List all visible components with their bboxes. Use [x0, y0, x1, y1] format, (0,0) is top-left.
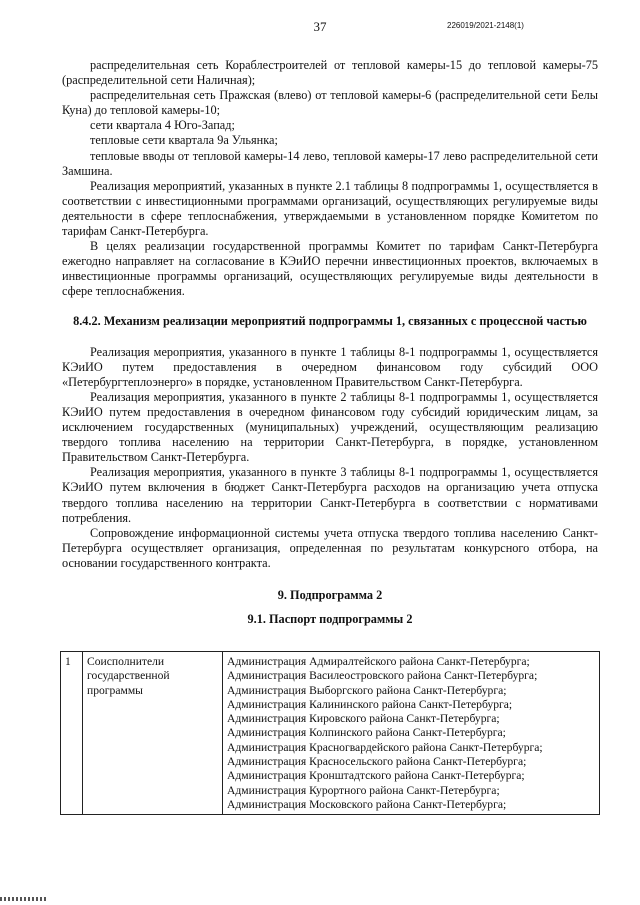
- network-item: тепловые сети квартала 9а Ульянка;: [90, 133, 278, 148]
- co-executors-cell: [223, 652, 600, 815]
- list-item: Администрация Курортного района Санкт-Петербурга;: [227, 783, 500, 797]
- paragraph: Реализация мероприятия, указанного в пункте 3 таблицы 8-1 подпрограммы 1, осуществляется КЭиИО путем включения в бюджет Санкт-Петербурга расходов на организацию учета отпуска твердого топлива населению на территории Санкт-Петербурга в соответствии с нормативами потребления.: [62, 465, 598, 525]
- paragraph: Реализация мероприятия, указанного в пункте 1 таблицы 8-1 подпрограммы 1, осуществляется КЭиИО путем предоставления в очередном финансовом году субсидий ООО «Петербургтеплоэнерго» в порядке, установленном Правительством Санкт-Петербурга.: [62, 344, 598, 389]
- list-item: Администрация Красногвардейского района Санкт-Петербурга;: [227, 740, 543, 754]
- paragraph: Реализация мероприятия, указанного в пункте 2 таблицы 8-1 подпрограммы 1, осуществляется КЭиИО путем предоставления в очередном финансовом году субсидий юридическим лицам, за исключением государственных (муниципальных) учреждений, осуществляющим реализацию твердого топлива населению на территории Санкт-Петербурга, в порядке, установленном Правительством Санкт-Петербурга.: [62, 389, 598, 465]
- document-code: 226019/2021-2148(1): [447, 21, 524, 30]
- list-item: Администрация Калининского района Санкт-Петербурга;: [227, 697, 513, 711]
- table-row: [61, 652, 600, 815]
- list-item: Администрация Василеостровского района Санкт-Петербурга;: [227, 669, 538, 683]
- list-item: Администрация Красносельского района Санкт-Петербурга;: [227, 755, 527, 769]
- page-number: 37: [313, 19, 327, 34]
- paragraph: Реализация мероприятий, указанных в пункте 2.1 таблицы 8 подпрограммы 1, осуществляется в соответствии с инвестиционными программами организаций, осуществляющих регулируемые виды деятельности в сфере теплоснабжения, утверждаемыми в установленном порядке Комитетом по тарифам Санкт-Петербурга.: [62, 178, 598, 239]
- network-item: сети квартала 4 Юго-Запад;: [90, 118, 235, 133]
- list-item: Администрация Московского района Санкт-Петербурга;: [227, 797, 507, 811]
- row-label-cell: Соисполнители государственной программы: [83, 652, 223, 815]
- paragraph: Сопровождение информационной системы учета отпуска твердого топлива населению Санкт-Петербурга осуществляет организация, определенная по результатам конкурсного отбора, на основании государственного контракта.: [62, 525, 598, 570]
- network-item: тепловые вводы от тепловой камеры-14 лево, тепловой камеры-17 лево распределительной сети Замшина.: [62, 148, 598, 178]
- network-item: распределительная сеть Кораблестроителей от тепловой камеры-15 до тепловой камеры-75 (распределительной сети Наличная);: [62, 58, 598, 88]
- list-item: Администрация Кронштадтского района Санкт-Петербурга;: [227, 769, 525, 783]
- list-item: Администрация Адмиралтейского района Санкт-Петербурга;: [227, 655, 530, 668]
- passport-table: [60, 651, 600, 815]
- section-heading-9-1: 9.1. Паспорт подпрограммы 2: [247, 612, 413, 627]
- document-body: [62, 58, 598, 637]
- list-item: Администрация Кировского района Санкт-Петербурга;: [227, 712, 500, 726]
- row-number-cell: 1: [61, 652, 83, 815]
- section-heading-8-4-2: 8.4.2. Механизм реализации мероприятий подпрограммы 1, связанных с процессной частью: [73, 313, 587, 328]
- paragraph: В целях реализации государственной программы Комитет по тарифам Санкт-Петербурга ежегодно направляет на согласование в КЭиИО перечни инвестиционных проектов, включаемых в инвестиционные программы организаций, осуществляющих регулируемые виды деятельности в сфере теплоснабжения.: [62, 239, 598, 299]
- list-item: Администрация Выборгского района Санкт-Петербурга;: [227, 683, 507, 697]
- scan-edge-mark: [0, 897, 46, 901]
- list-item: Администрация Колпинского района Санкт-Петербурга;: [227, 726, 506, 740]
- network-item: распределительная сеть Пражская (влево) от тепловой камеры-6 (распределительной сети Белы Куна) до тепловой камеры-10;: [62, 88, 598, 118]
- section-heading-9: 9. Подпрограмма 2: [277, 588, 383, 602]
